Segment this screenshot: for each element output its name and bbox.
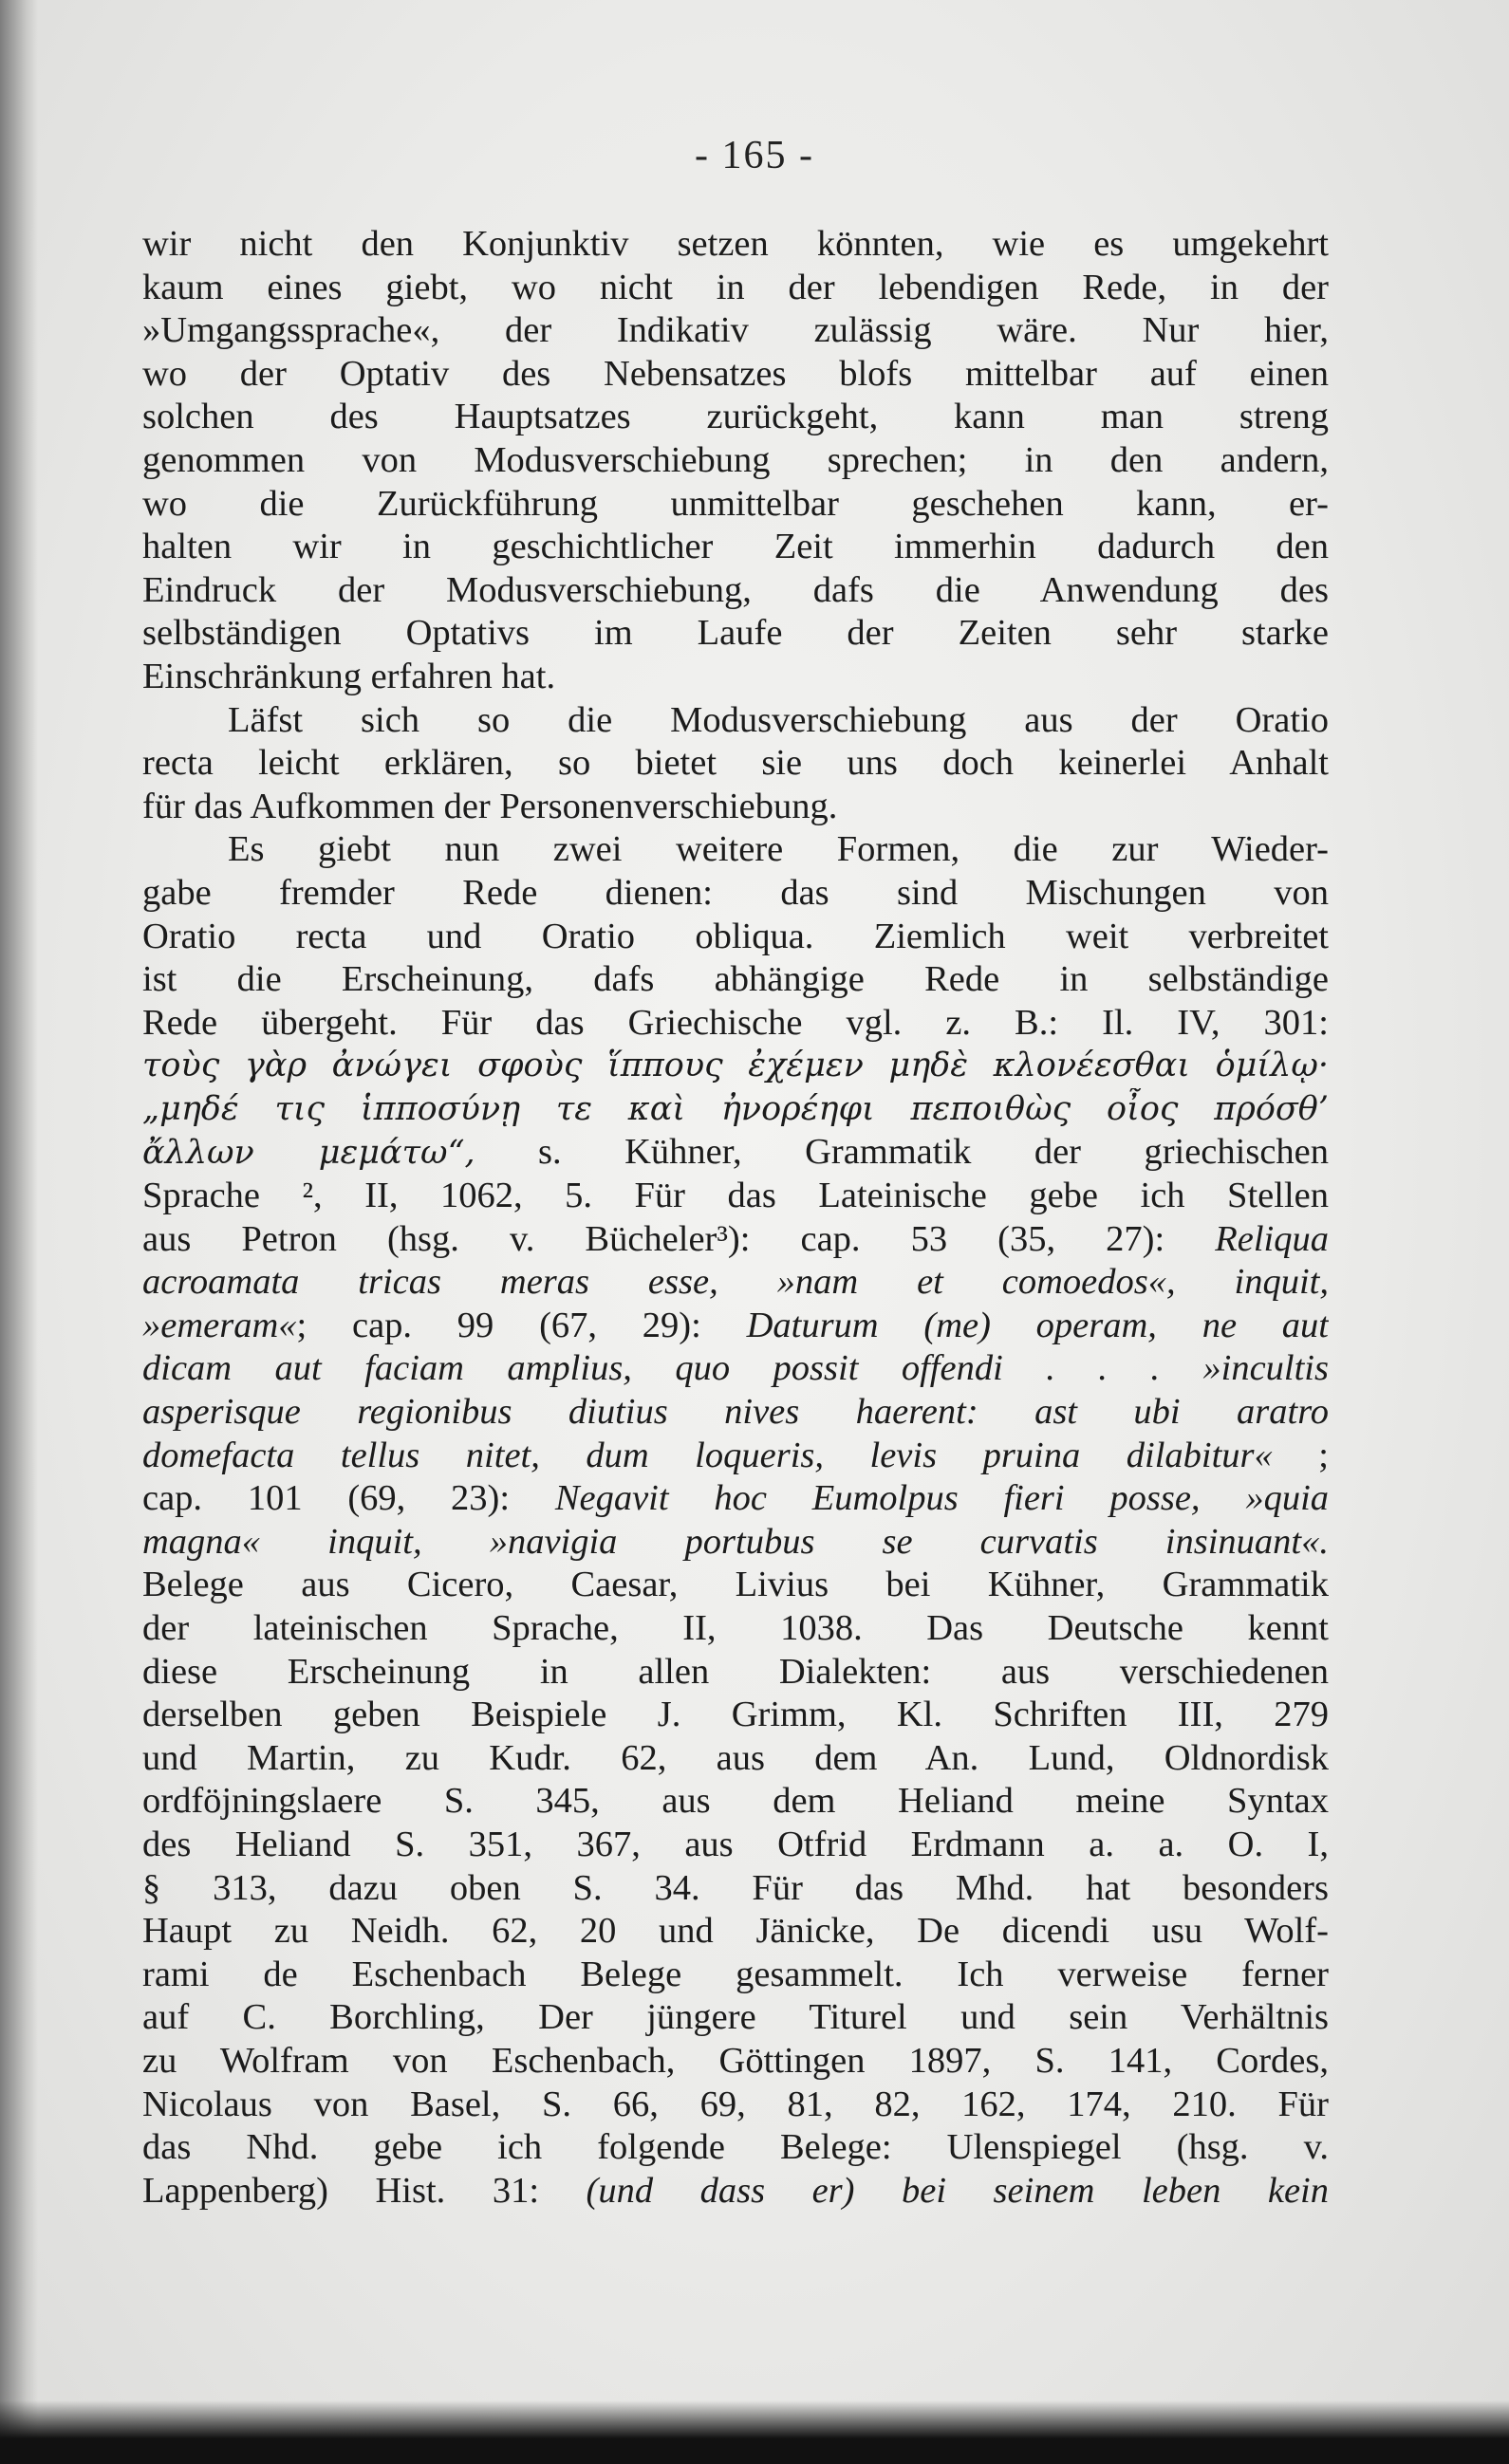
latin-quote-fragment: Reliqua [1215, 1218, 1329, 1259]
page-number: - 165 - [695, 134, 814, 177]
text-line: recta leicht erklären, so bietet sie uns doch keinerlei Anhalt [142, 743, 1329, 784]
text-line [142, 1305, 1329, 1348]
text-line: derselben geben Beispiele J. Grimm, Kl. Schriften III, 279 [142, 1695, 1329, 1735]
text-line: »Umgangssprache«, der Indikativ zulässig wäre. Nur hier, [142, 310, 1329, 351]
latin-quote-line: asperisque regionibus diutius nives haerent: ast ubi aratro [142, 1392, 1329, 1433]
greek-quote-fragment: ἄλλων μεμάτω“, [142, 1134, 475, 1173]
text-line: ist die Erscheinung, dafs abhängige Rede in selbständige [142, 959, 1329, 1000]
latin-quote-fragment: Daturum (me) operam, ne aut [746, 1305, 1329, 1345]
text-line: Rede übergeht. Für das Griechische vgl. z. B.: Il. IV, 301: [142, 1002, 1329, 1043]
text-line: für das Aufkommen der Personenverschiebung. [142, 786, 838, 826]
quote-fragment: (und dass er) bei seinem leben kein [586, 2170, 1329, 2211]
latin-quote-fragment: »emeram« [142, 1305, 297, 1345]
text-line: halten wir in geschichtlicher Zeit immerhin dadurch den [142, 527, 1329, 567]
latin-quote-line: magna« inquit, »navigia portubus se curvatis insinuant«. [142, 1521, 1329, 1562]
text-line [142, 1477, 1329, 1521]
text-line: genommen von Modusverschiebung sprechen; in den andern, [142, 439, 1329, 480]
text-line: wir nicht den Konjunktiv setzen könnten, wie es umgekehrt [142, 224, 1329, 264]
text-line: ordföjningslaere S. 345, aus dem Heliand meine Syntax [142, 1781, 1329, 1822]
latin-quote-fragment: Negavit hoc Eumolpus fieri posse, »quia [554, 1478, 1329, 1519]
page-bottom-shadow [0, 2400, 1509, 2464]
text-line: auf C. Borchling, Der jüngere Titurel und sein Verhältnis [142, 1997, 1329, 2038]
text-line: solchen des Hauptsatzes zurückgeht, kann man streng [142, 397, 1329, 437]
text-fragment: Lappenberg) Hist. 31: [142, 2170, 587, 2211]
text-line: der lateinischen Sprache, II, 1038. Das Deutsche kennt [142, 1608, 1329, 1648]
text-line: wo die Zurückführung unmittelbar geschehen kann, er- [142, 483, 1329, 524]
text-line [142, 1131, 1329, 1175]
latin-quote-line: dicam aut faciam amplius, quo possit offendi . . . »incultis [142, 1348, 1329, 1389]
latin-quote-line: acroamata tricas meras esse, »nam et comoedos«, inquit, [142, 1262, 1329, 1303]
text-line: kaum eines giebt, wo nicht in der lebendigen Rede, in der [142, 267, 1329, 307]
text-line [142, 2170, 1329, 2214]
text-line: rami de Eschenbach Belege gesammelt. Ich verweise ferner [142, 1954, 1329, 1994]
text-line: Oratio recta und Oratio obliqua. Ziemlich weit verbreitet [142, 916, 1329, 956]
text-line: zu Wolfram von Eschenbach, Göttingen 1897, S. 141, Cordes, [142, 2040, 1329, 2081]
text-line: gabe fremder Rede dienen: das sind Mischungen von [142, 872, 1329, 913]
text-line: Haupt zu Neidh. 62, 20 und Jänicke, De dicendi usu Wolf- [142, 1911, 1329, 1952]
greek-quote-line: „μηδέ τις ἱπποσύνῃ τε καὶ ἠνορέηφι πεποιθὼς οἶος πρόσθ’ [142, 1089, 1329, 1128]
text-line: Einschränkung erfahren hat. [142, 656, 556, 696]
text-line: Es giebt nun zwei weitere Formen, die zur Wieder- [228, 829, 1329, 870]
text-fragment: aus Petron (hsg. v. Bücheler³): cap. 53 (35, 27): [142, 1218, 1216, 1259]
text-fragment: ; cap. 99 (67, 29): [296, 1305, 747, 1345]
text-line [142, 1218, 1329, 1262]
text-line: Eindruck der Modusverschiebung, dafs die Anwendung des [142, 569, 1329, 610]
text-line: und Martin, zu Kudr. 62, aus dem An. Lund, Oldnordisk [142, 1737, 1329, 1778]
text-line: Sprache ², II, 1062, 5. Für das Lateinische gebe ich Stellen [142, 1176, 1329, 1216]
greek-quote-line: τοὺς γὰρ ἀνώγει σφοὺς ἵππους ἐχέμεν μηδὲ κλονέεσθαι ὁμίλῳ· [142, 1047, 1329, 1085]
latin-quote-fragment: domefacta tellus nitet, dum loqueris, levis pruina dilabitur« [142, 1435, 1273, 1475]
text-line: § 313, dazu oben S. 34. Für das Mhd. hat besonders [142, 1867, 1329, 1908]
text-line: Belege aus Cicero, Caesar, Livius bei Kühner, Grammatik [142, 1565, 1329, 1605]
text-line: des Heliand S. 351, 367, aus Otfrid Erdmann a. a. O. I, [142, 1824, 1329, 1864]
text-fragment: cap. 101 (69, 23): [142, 1478, 555, 1519]
text-line: Läfst sich so die Modusverschiebung aus der Oratio [228, 699, 1329, 740]
text-line [142, 1435, 1329, 1478]
page-gutter-shadow [0, 0, 38, 2464]
body-text [142, 223, 1329, 2213]
text-line: diese Erscheinung in allen Dialekten: aus verschiedenen [142, 1651, 1329, 1692]
text-line: Nicolaus von Basel, S. 66, 69, 81, 82, 162, 174, 210. Für [142, 2084, 1329, 2124]
text-line: selbständigen Optativs im Laufe der Zeiten sehr starke [142, 613, 1329, 654]
text-fragment: ; [1272, 1435, 1329, 1475]
text-line: das Nhd. gebe ich folgende Belege: Ulenspiegel (hsg. v. [142, 2127, 1329, 2168]
text-fragment: s. Kühner, Grammatik der griechischen [475, 1132, 1329, 1173]
text-line: wo der Optativ des Nebensatzes blofs mittelbar auf einen [142, 353, 1329, 394]
